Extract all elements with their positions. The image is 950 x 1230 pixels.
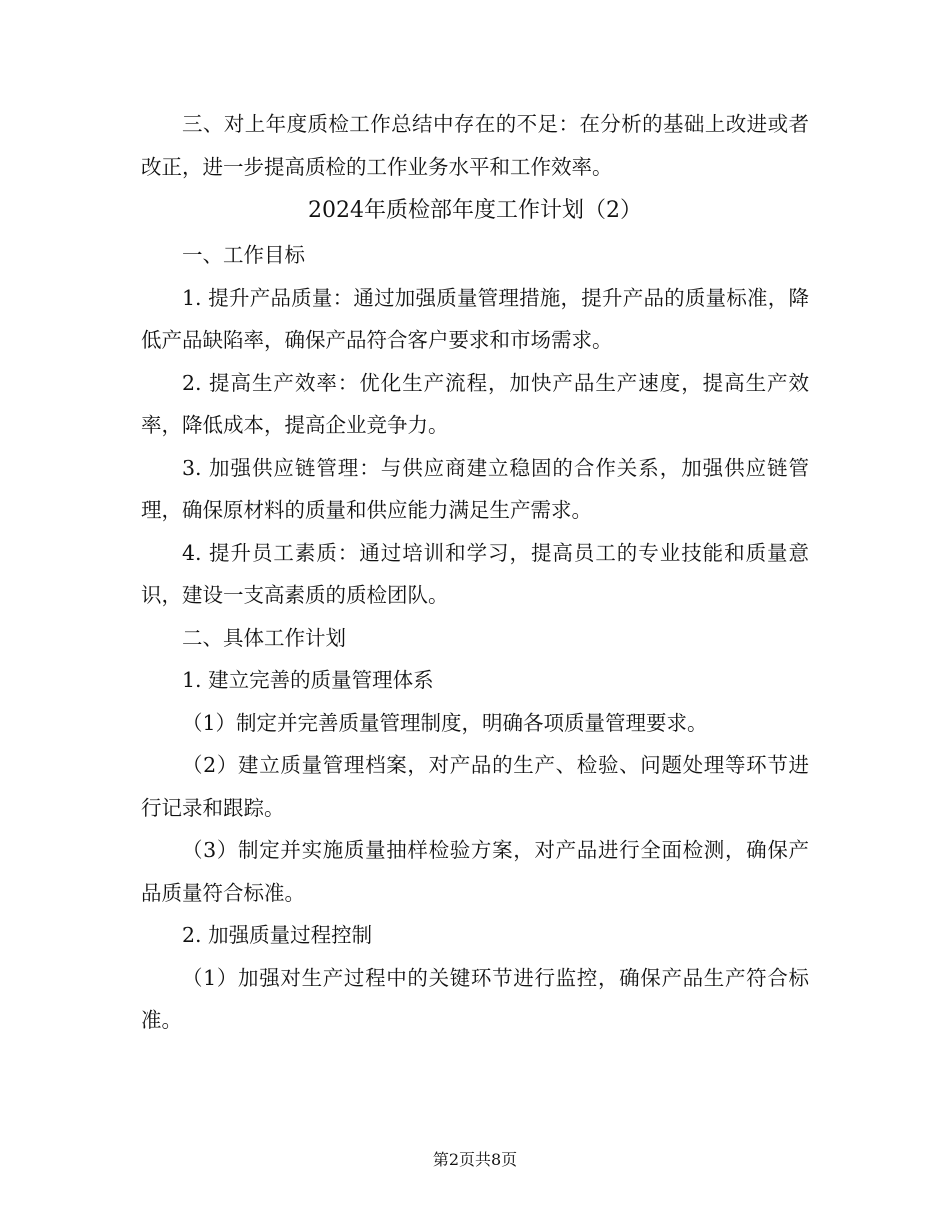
section-heading-goals: 一、工作目标: [182, 243, 305, 267]
goal-item: 2. 提高生产效率：优化生产流程，加快产品生产速度，提高生产效率，降低成本，提高企业竞争力。: [141, 370, 809, 437]
page-footer: [0, 1148, 950, 1172]
plan-item: （1）加强对生产过程中的关键环节进行监控，确保产品生产符合标准。: [141, 965, 809, 1032]
plan-heading: 2. 加强质量过程控制: [182, 923, 373, 947]
goal-item: 1. 提升产品质量：通过加强质量管理措施，提升产品的质量标准，降低产品缺陷率，确保产品符合客户要求和市场需求。: [141, 285, 809, 352]
document-body: [141, 103, 809, 1042]
plan-item: （2）建立质量管理档案，对产品的生产、检验、问题处理等环节进行记录和跟踪。: [141, 753, 809, 820]
page-number: 第2页共8页: [432, 1150, 518, 1169]
section-heading-plan: 二、具体工作计划: [182, 625, 346, 650]
intro-paragraph: 三、对上年度质检工作总结中存在的不足：在分析的基础上改进或者改正，进一步提高质检的工作业务水平和工作效率。: [141, 112, 809, 179]
plan-item: （1）制定并完善质量管理制度，明确各项质量管理要求。: [182, 710, 708, 735]
plan-heading: 1. 建立完善的质量管理体系: [182, 668, 434, 692]
document-title: 2024年质检部年度工作计划（2）: [308, 198, 642, 223]
goal-item: 3. 加强供应链管理：与供应商建立稳固的合作关系，加强供应链管理，确保原材料的质量和供应能力满足生产需求。: [141, 455, 809, 522]
plan-item: （3）制定并实施质量抽样检验方案，对产品进行全面检测，确保产品质量符合标准。: [141, 838, 809, 905]
goal-item: 4. 提升员工素质：通过培训和学习，提高员工的专业技能和质量意识，建设一支高素质的质检团队。: [141, 540, 809, 607]
